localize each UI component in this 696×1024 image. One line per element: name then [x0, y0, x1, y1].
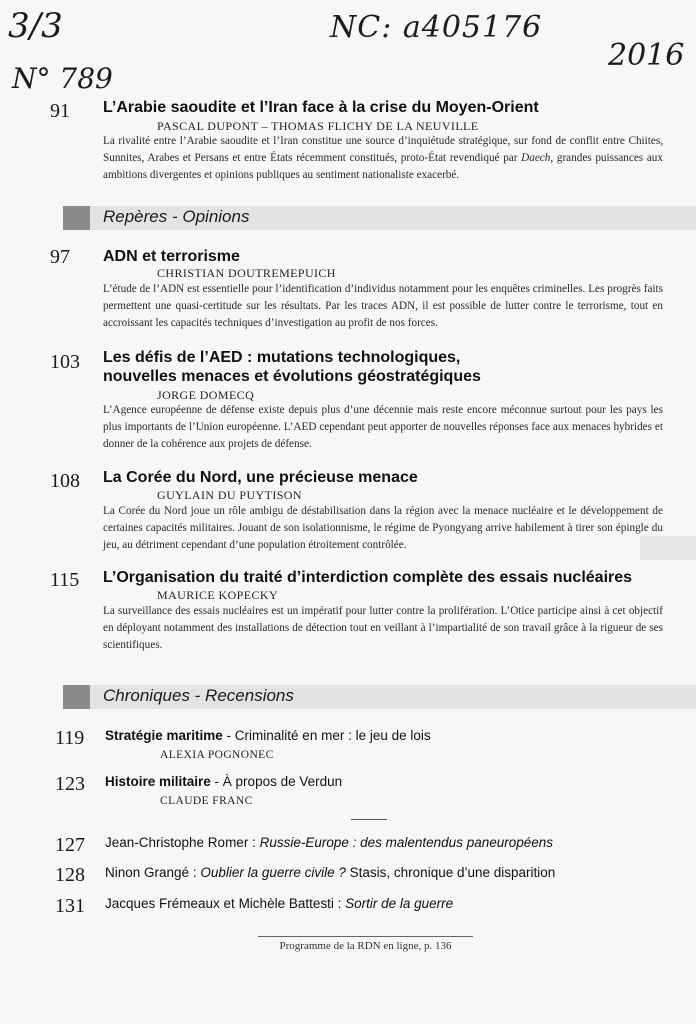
chronique-rubric: Histoire militaire: [105, 774, 211, 789]
article-summary: La surveillance des essais nucléaires est un impératif pour lutter contre la prolifération. L’Otice participe ainsi à cet objectif en déployant notamment des installations de détection tout en veillant à l’impartialité de son travail grâce à la rigueur de ses scientifiques.: [103, 605, 663, 651]
chronique-subject: Criminalité en mer : le jeu de lois: [234, 728, 431, 743]
handwritten-year: 2016: [608, 38, 685, 73]
recension-line: [105, 896, 453, 911]
recension-line: [105, 835, 553, 850]
page-number: 91: [50, 100, 70, 122]
page-number: 119: [55, 727, 85, 749]
article-title: ADN et terrorisme: [103, 248, 240, 265]
page-number: 97: [50, 246, 70, 268]
section-title: Repères - Opinions: [103, 207, 250, 226]
article-summary: L’Agence européenne de défense existe depuis plus d’une décennie mais reste encore méconnue surtout pour les pays les plus importants de l’Union européenne. L’AED cependant peut apporter de nouvelles réponses face aux menaces hybrides et donner de la cohérence aux projets de défense.: [103, 404, 663, 450]
page-number: 128: [55, 864, 85, 886]
article-author: GUYLAIN DU PUYTISON: [157, 488, 302, 502]
recension-separator: :: [189, 865, 201, 880]
article-author: JORGE DOMECQ: [157, 388, 255, 402]
article-summary: L’étude de l’ADN est essentielle pour l’identification d’individus notamment pour les enquêtes criminelles. Les progrès faits permettent une quasi-certitude sur les résultats. Par les traces ADN, il est possible de lutter contre le terrorisme, tout en accroissant les capacités techniques d’investigation au profit de nos forces.: [103, 283, 663, 329]
article-title: La Corée du Nord, une précieuse menace: [103, 469, 418, 486]
chronique-subject: À propos de Verdun: [222, 774, 343, 789]
recension-line: [105, 865, 555, 880]
chronique-author: CLAUDE FRANC: [160, 795, 253, 807]
chronique-heading: [105, 728, 431, 743]
divider-rule: [351, 819, 387, 820]
article-summary: La Corée du Nord joue un rôle ambigu de déstabilisation dans la région avec la menace nucléaire et le développement de certaines capacités militaires. Jouant de son isolationnisme, le régime de Pyongyang arrive habilement à tirer son épingle du jeu, au détriment cependant d’une population étroitement contrôlée.: [103, 505, 663, 551]
recension-separator: :: [333, 896, 346, 911]
italic-term: Daech: [521, 152, 551, 164]
page-number: 131: [55, 895, 85, 917]
article-author: MAURICE KOPECKY: [157, 588, 279, 602]
article-title-line-1: Les défis de l’AED : mutations technologiques,: [103, 349, 461, 366]
chronique-author: ALEXIA POGNONEC: [160, 749, 274, 761]
recension-title: Sortir de la guerre: [345, 896, 454, 911]
article-summary: La rivalité entre l’Arabie saoudite et l’Iran constitue une source d’inquiétude stratégique, sur fond de conflit entre Chiites, Sunnites, Arabes et Persans et entre États récemment constitués, proto-État revendiqué par Daech, grandes puissances aux ambitions divergentes et opinions publiques au sentiment nationaliste exacerbé.: [103, 135, 663, 181]
section-marker: [63, 685, 90, 709]
section-marker: [63, 206, 90, 230]
handwritten-nc-code: NC: a405176: [330, 10, 543, 45]
page-number: 103: [50, 351, 80, 373]
section-title: Chroniques - Recensions: [103, 686, 294, 705]
recension-author: Ninon Grangé: [105, 865, 190, 880]
page-number: 108: [50, 470, 80, 492]
page-number: 123: [55, 773, 85, 795]
article-title-line-2: nouvelles menaces et évolutions géostratégiques: [103, 368, 481, 385]
article-author: CHRISTIAN DOUTREMEPUICH: [157, 266, 336, 280]
article-title: L’Arabie saoudite et l’Iran face à la crise du Moyen-Orient: [103, 99, 539, 116]
handwritten-issue-number: N° 789: [12, 62, 113, 95]
page-number: 127: [55, 834, 85, 856]
handwritten-page-count: 3/3: [8, 6, 63, 46]
footer-rule: [258, 936, 473, 937]
recension-subtitle: Stasis, chronique d’une disparition: [345, 865, 556, 880]
chronique-heading: [105, 774, 342, 789]
article-title: L’Organisation du traité d’interdiction complète des essais nucléaires: [103, 569, 633, 586]
section-header-chroniques: [63, 685, 696, 709]
recension-title: Russie-Europe : des malentendus paneuropéens: [259, 835, 554, 850]
chronique-separator: -: [222, 728, 235, 743]
footer-note: Programme de la RDN en ligne, p. 136: [279, 940, 452, 952]
recension-title: Oublier la guerre civile ?: [200, 865, 346, 880]
chronique-rubric: Stratégie maritime: [105, 728, 223, 743]
recension-author: Jean-Christophe Romer: [105, 835, 249, 850]
recension-separator: :: [248, 835, 260, 850]
article-author: PASCAL DUPONT – THOMAS FLICHY DE LA NEUVILLE: [157, 119, 479, 133]
page-number: 115: [50, 569, 80, 591]
section-header-reperes: [63, 206, 696, 230]
chronique-separator: -: [210, 774, 223, 789]
recension-author: Jacques Frémeaux et Michèle Battesti: [105, 896, 334, 911]
